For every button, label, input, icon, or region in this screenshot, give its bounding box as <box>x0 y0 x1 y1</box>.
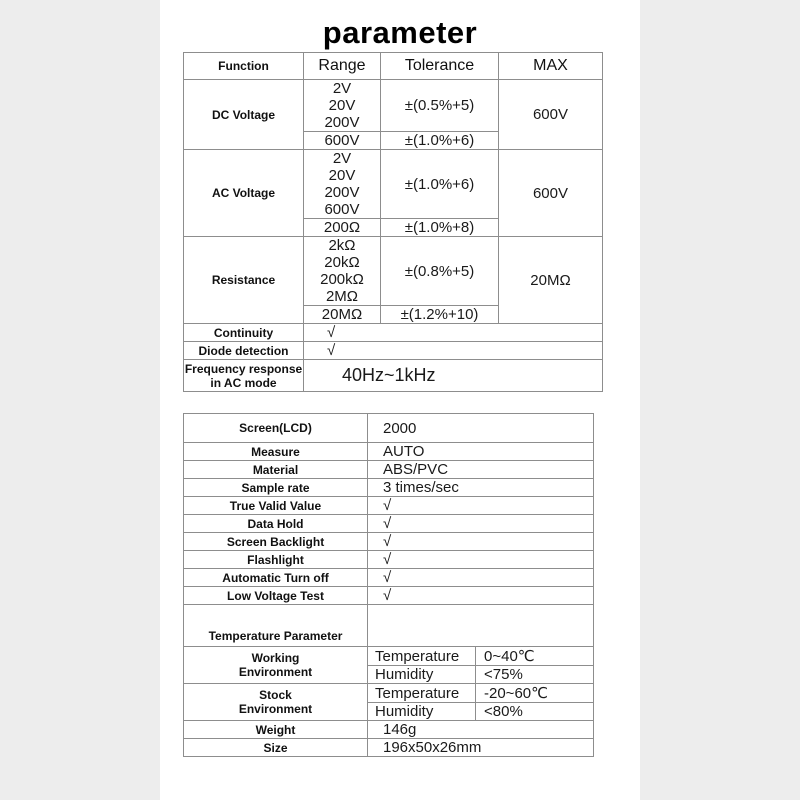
tolerance-cell: ±(0.5%+5) <box>381 80 499 132</box>
feature-label: Screen(LCD) <box>184 414 368 443</box>
env-parameter-value: -20~60℃ <box>476 684 594 703</box>
feature-row-flashlight <box>184 551 594 569</box>
spec-row-ac-voltage <box>184 150 603 219</box>
feature-value: ABS/PVC <box>368 461 594 479</box>
spec-row-diode-detection <box>184 342 603 360</box>
feature-check-mark: √ <box>368 497 594 515</box>
feature-row-measure <box>184 443 594 461</box>
function-cell-resistance: Resistance <box>184 237 304 324</box>
feature-check-mark: √ <box>368 551 594 569</box>
range-cell <box>304 237 381 306</box>
tolerance-cell: ±(1.2%+10) <box>381 306 499 324</box>
continuity-check-mark: √ <box>304 324 603 342</box>
feature-label: Material <box>184 461 368 479</box>
feature-check-mark: √ <box>368 533 594 551</box>
env-parameter-value: <75% <box>476 666 594 684</box>
feature-value: AUTO <box>368 443 594 461</box>
env-parameter-name: Temperature <box>368 684 476 703</box>
range-cell <box>304 80 381 132</box>
range-value: 200kΩ <box>320 271 364 288</box>
feature-check-mark: √ <box>368 569 594 587</box>
range-value: 2kΩ <box>328 237 356 254</box>
range-value: 20V <box>328 167 356 184</box>
function-cell-ac-voltage: AC Voltage <box>184 150 304 237</box>
feature-row-stock-temperature <box>184 684 594 703</box>
tolerance-cell: ±(0.8%+5) <box>381 237 499 306</box>
feature-label: Measure <box>184 443 368 461</box>
feature-row-material <box>184 461 594 479</box>
env-parameter-value: 0~40℃ <box>476 647 594 666</box>
stock-environment-label <box>184 684 368 721</box>
feature-row-data-hold <box>184 515 594 533</box>
function-cell-dc-voltage: DC Voltage <box>184 80 304 150</box>
env-parameter-value: <80% <box>476 703 594 721</box>
max-cell-resistance: 20MΩ <box>499 237 603 324</box>
max-cell-dc-voltage: 600V <box>499 80 603 150</box>
feature-row-weight <box>184 721 594 739</box>
function-cell-diode-detection: Diode detection <box>184 342 304 360</box>
feature-row-sample-rate <box>184 479 594 497</box>
feature-label: Automatic Turn off <box>184 569 368 587</box>
feature-row-temperature-parameter <box>184 605 594 647</box>
tolerance-cell: ±(1.0%+8) <box>381 219 499 237</box>
diode-check-mark: √ <box>304 342 603 360</box>
spec-row-dc-voltage <box>184 80 603 132</box>
range-value: 20V <box>328 97 356 114</box>
frequency-label-line: in AC mode <box>210 375 277 390</box>
range-cell: 20MΩ <box>304 306 381 324</box>
temperature-parameter-header: Temperature Parameter <box>184 605 368 647</box>
column-header-tolerance: Tolerance <box>381 53 499 80</box>
function-cell-continuity: Continuity <box>184 324 304 342</box>
range-value: 2V <box>332 80 352 97</box>
range-cell: 200Ω <box>304 219 381 237</box>
feature-row-screen <box>184 414 594 443</box>
feature-check-mark: √ <box>368 515 594 533</box>
range-value: 200V <box>324 184 360 201</box>
environment-label-line: Working <box>251 651 300 665</box>
temperature-parameter-empty-cell <box>368 605 594 647</box>
working-environment-label <box>184 647 368 684</box>
spec-row-frequency-response <box>184 360 603 392</box>
range-value: 600V <box>324 201 360 218</box>
spec-table <box>183 52 603 392</box>
range-value: 20kΩ <box>324 254 360 271</box>
feature-label: Low Voltage Test <box>184 587 368 605</box>
feature-table <box>183 413 594 757</box>
feature-label: Flashlight <box>184 551 368 569</box>
column-header-range: Range <box>304 53 381 80</box>
column-header-max: MAX <box>499 53 603 80</box>
environment-label-line: Stock <box>259 688 292 702</box>
feature-value: 196x50x26mm <box>368 739 594 757</box>
env-parameter-name: Humidity <box>368 666 476 684</box>
feature-row-true-valid-value <box>184 497 594 515</box>
feature-label: Sample rate <box>184 479 368 497</box>
feature-label: Data Hold <box>184 515 368 533</box>
frequency-response-value: 40Hz~1kHz <box>304 360 603 392</box>
env-parameter-name: Temperature <box>368 647 476 666</box>
feature-label: Screen Backlight <box>184 533 368 551</box>
env-parameter-name: Humidity <box>368 703 476 721</box>
range-value: 2V <box>332 150 352 167</box>
feature-row-size <box>184 739 594 757</box>
range-value: 200V <box>324 114 360 131</box>
spec-row-resistance <box>184 237 603 306</box>
frequency-label-line: Frequency response <box>184 361 303 376</box>
feature-row-screen-backlight <box>184 533 594 551</box>
page-title: parameter <box>322 15 478 50</box>
feature-row-low-voltage-test <box>184 587 594 605</box>
environment-label-line: Environment <box>238 702 313 716</box>
feature-check-mark: √ <box>368 587 594 605</box>
spec-row-continuity <box>184 324 603 342</box>
max-cell-ac-voltage: 600V <box>499 150 603 237</box>
feature-value: 3 times/sec <box>368 479 594 497</box>
content-panel <box>160 0 640 800</box>
feature-label: Weight <box>184 721 368 739</box>
feature-label: Size <box>184 739 368 757</box>
range-cell <box>304 150 381 219</box>
feature-label: True Valid Value <box>184 497 368 515</box>
feature-value: 2000 <box>368 414 594 443</box>
feature-row-working-temperature <box>184 647 594 666</box>
tolerance-cell: ±(1.0%+6) <box>381 150 499 219</box>
range-cell: 600V <box>304 132 381 150</box>
range-value: 2MΩ <box>325 288 359 305</box>
spec-header-row <box>184 53 603 80</box>
feature-value: 146g <box>368 721 594 739</box>
tolerance-cell: ±(1.0%+6) <box>381 132 499 150</box>
function-cell-frequency-response <box>184 360 304 392</box>
column-header-function: Function <box>184 53 304 80</box>
environment-label-line: Environment <box>238 665 313 679</box>
feature-row-automatic-turn-off <box>184 569 594 587</box>
